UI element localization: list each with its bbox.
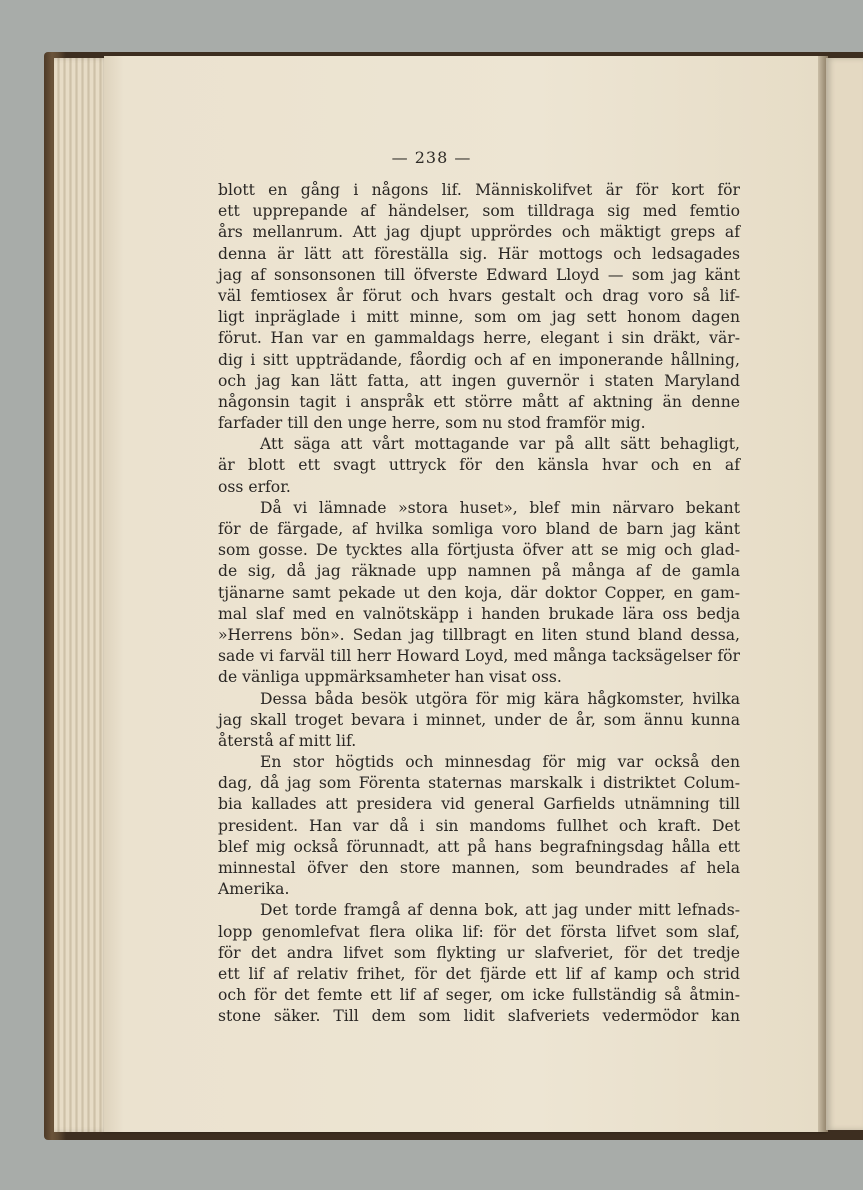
- text-line: denna är lätt att föreställa sig. Här mottogs och ledsagades: [218, 244, 740, 263]
- text-line: ett lif af relativ frihet, för det fjärde ett lif af kamp och strid: [218, 964, 740, 983]
- text-line: sade vi farväl till herr Howard Loyd, med många tacksägelser för: [218, 647, 740, 666]
- text-line: någonsin tagit i anspråk ett större mått af aktning än denne: [218, 392, 740, 411]
- text-line: stone säker. Till dem som lidit slafveriets vedermödor kan: [218, 1007, 740, 1026]
- text-line: förut. Han var en gammaldags herre, elegant i sin dräkt, vär-: [218, 329, 740, 348]
- text-line: dig i sitt uppträdande, fåordig och af en imponerande hållning,: [218, 350, 740, 369]
- text-line: de sig, då jag räknade upp namnen på många af de gamla: [218, 562, 740, 581]
- text-line: »Herrens bön». Sedan jag tillbragt en liten stund bland dessa,: [218, 625, 740, 644]
- text-line: oss erfor.: [218, 477, 291, 496]
- text-line: Amerika.: [218, 880, 290, 899]
- text-line: Då vi lämnade »stora huset», blef min närvaro bekant: [260, 498, 740, 517]
- text-line: dag, då jag som Förenta staternas marskalk i distriktet Colum-: [218, 774, 740, 793]
- text-line: jag skall troget bevara i minnet, under de år, som ännu kunna: [218, 710, 740, 729]
- text-line: jag af sonsonsonen till öfverste Edward Lloyd — som jag känt: [218, 265, 740, 284]
- text-line: En stor högtids och minnesdag för mig var också den: [260, 753, 740, 772]
- text-line: Det torde framgå af denna bok, att jag under mitt lefnads-: [260, 901, 740, 920]
- text-line: blott en gång i någons lif. Människolifvet är för kort för: [218, 181, 740, 199]
- text-line: de vänliga uppmärksamheter han visat oss.: [218, 668, 562, 687]
- text-line: ett upprepande af händelser, som tilldraga sig med femtio: [218, 202, 740, 221]
- text-line: Att säga att vårt mottagande var på allt sätt behagligt,: [260, 435, 740, 454]
- text-line: Dessa båda besök utgöra för mig kära hågkomster, hvilka: [260, 689, 740, 708]
- text-line: och jag kan lätt fatta, att ingen guvernör i staten Maryland: [218, 371, 740, 390]
- text-line: blef mig också förunnadt, att på hans begrafningsdag hålla ett: [218, 837, 740, 856]
- text-line: års mellanrum. Att jag djupt upprördes och mäktigt greps af: [218, 223, 740, 242]
- text-line: president. Han var då i sin mandoms fullhet och kraft. Det: [218, 816, 740, 835]
- page-edges: [54, 58, 110, 1132]
- text-line: återstå af mitt lif.: [218, 731, 357, 750]
- text-line: minnestal öfver den store mannen, som beundrades af hela: [218, 859, 740, 877]
- text-line: är blott ett svagt uttryck för den känsla hvar och en af: [218, 456, 740, 475]
- text-line: lopp genomlefvat flera olika lif: för det första lifvet som slaf,: [218, 922, 740, 941]
- text-line: farfader till den unge herre, som nu stod framför mig.: [218, 414, 646, 433]
- text-line: mal slaf med en valnötskäpp i handen brukade lära oss bedja: [218, 604, 740, 623]
- text-line: för det andra lifvet som flykting ur slafveriet, för det tredje: [218, 943, 740, 962]
- text-line: ligt inpräglade i mitt minne, som om jag sett honom dagen: [218, 308, 740, 327]
- text-line: som gosse. De tycktes alla förtjusta öfver att se mig och glad-: [218, 541, 740, 560]
- text-line: för de färgade, af hvilka somliga voro bland de barn jag känt: [218, 520, 740, 538]
- text-line: väl femtiosex år förut och hvars gestalt och drag voro så lif-: [218, 286, 740, 305]
- text-line: och för det femte ett lif af seger, om icke fullständig så åtmin-: [218, 986, 740, 1005]
- body-text: [218, 180, 740, 1028]
- page-number: — 238 —: [391, 148, 472, 167]
- text-line: tjänarne samt pekade ut den koja, där doktor Copper, en gam-: [218, 583, 740, 602]
- facing-page-edge: [826, 58, 863, 1130]
- text-line: bia kallades att presidera vid general Garfields utnämning till: [218, 795, 740, 814]
